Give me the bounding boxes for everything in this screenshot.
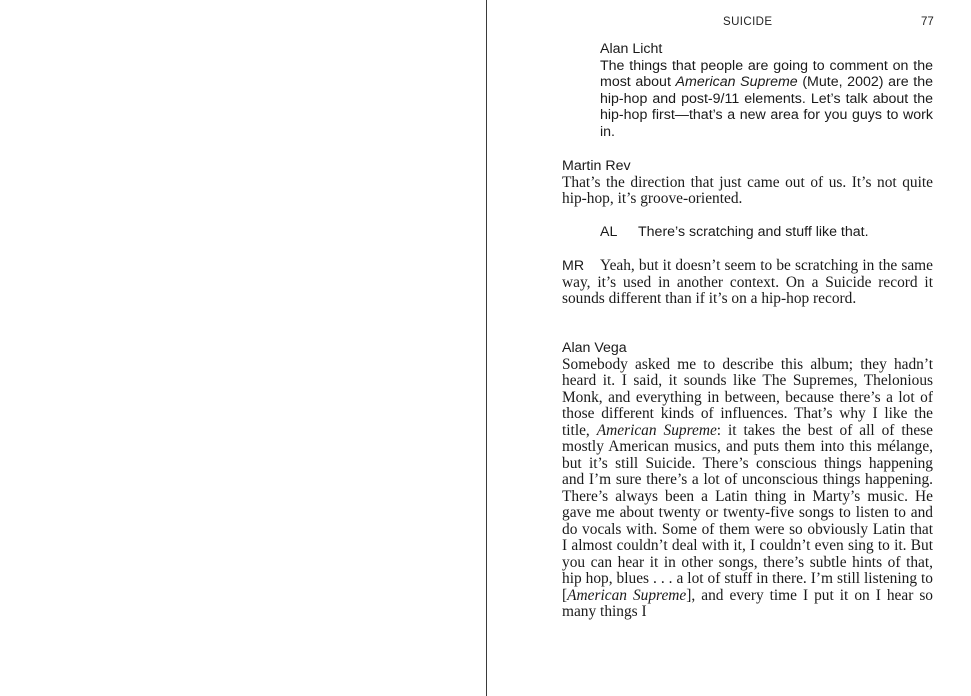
running-head: SUICIDE bbox=[723, 16, 773, 28]
album-title: American Supreme bbox=[675, 74, 798, 90]
question-text: AL There’s scratching and stuff like that. bbox=[600, 224, 869, 240]
page-number: 77 bbox=[921, 16, 934, 28]
speaker-name: Martin Rev bbox=[562, 158, 631, 174]
question-alan-licht bbox=[600, 41, 933, 140]
speaker-initials: AL bbox=[600, 224, 618, 240]
speaker-name: Alan Vega bbox=[562, 340, 627, 356]
album-title: American Supreme bbox=[596, 421, 717, 439]
album-title: American Supreme bbox=[567, 586, 687, 604]
speaker-initials: MR bbox=[562, 258, 585, 274]
answer-alan-vega bbox=[562, 340, 933, 621]
answer-martin-rev bbox=[562, 158, 933, 208]
answer-text: MR Yeah, but it doesn’t seem to be scratching in the same way, it’s used in another context. On a Suicide record it sounds different than if it’s on a hip-hop record. bbox=[562, 257, 933, 307]
question-al bbox=[600, 224, 933, 241]
answer-text: Somebody asked me to describe this album; they hadn’t heard it. I said, it sounds like The Supremes, Thelonious Monk, and everything in between, because there’s a lot of those different kinds of influences. That’s why I like the title, American Supreme: it takes the best of all of these mostly American musics, and puts them into this mélange, but it’s still Suicide. There’s conscious things happening and I’m sure there’s a lot of unconscious things happening. There’s always been a Latin thing in Marty’s music. He gave me about twenty or twenty-five songs to listen to and do vocals with. Some of them were so obviously Latin that I almost couldn’t deal with it, I couldn’t even sing to it. But you can hear it in other songs, there’s subtle hints of that, hip hop, blues . . . a lot of stuff in there. I’m still listening to [American Supreme], and every time I put it on I hear so many things I bbox=[562, 355, 934, 620]
answer-mr bbox=[562, 258, 933, 308]
question-text: The things that people are going to comment on the most about American Supreme (Mute, 2002) are the hip-hop and post-9/11 elements. Let’s talk about the hip-hop first—that’s a new area for you guys to work in. bbox=[600, 57, 933, 140]
answer-text: That’s the direction that just came out of us. It’s not quite hip-hop, it’s groove-oriented. bbox=[562, 173, 933, 207]
right-page bbox=[487, 0, 971, 696]
speaker-name: Alan Licht bbox=[600, 41, 663, 57]
